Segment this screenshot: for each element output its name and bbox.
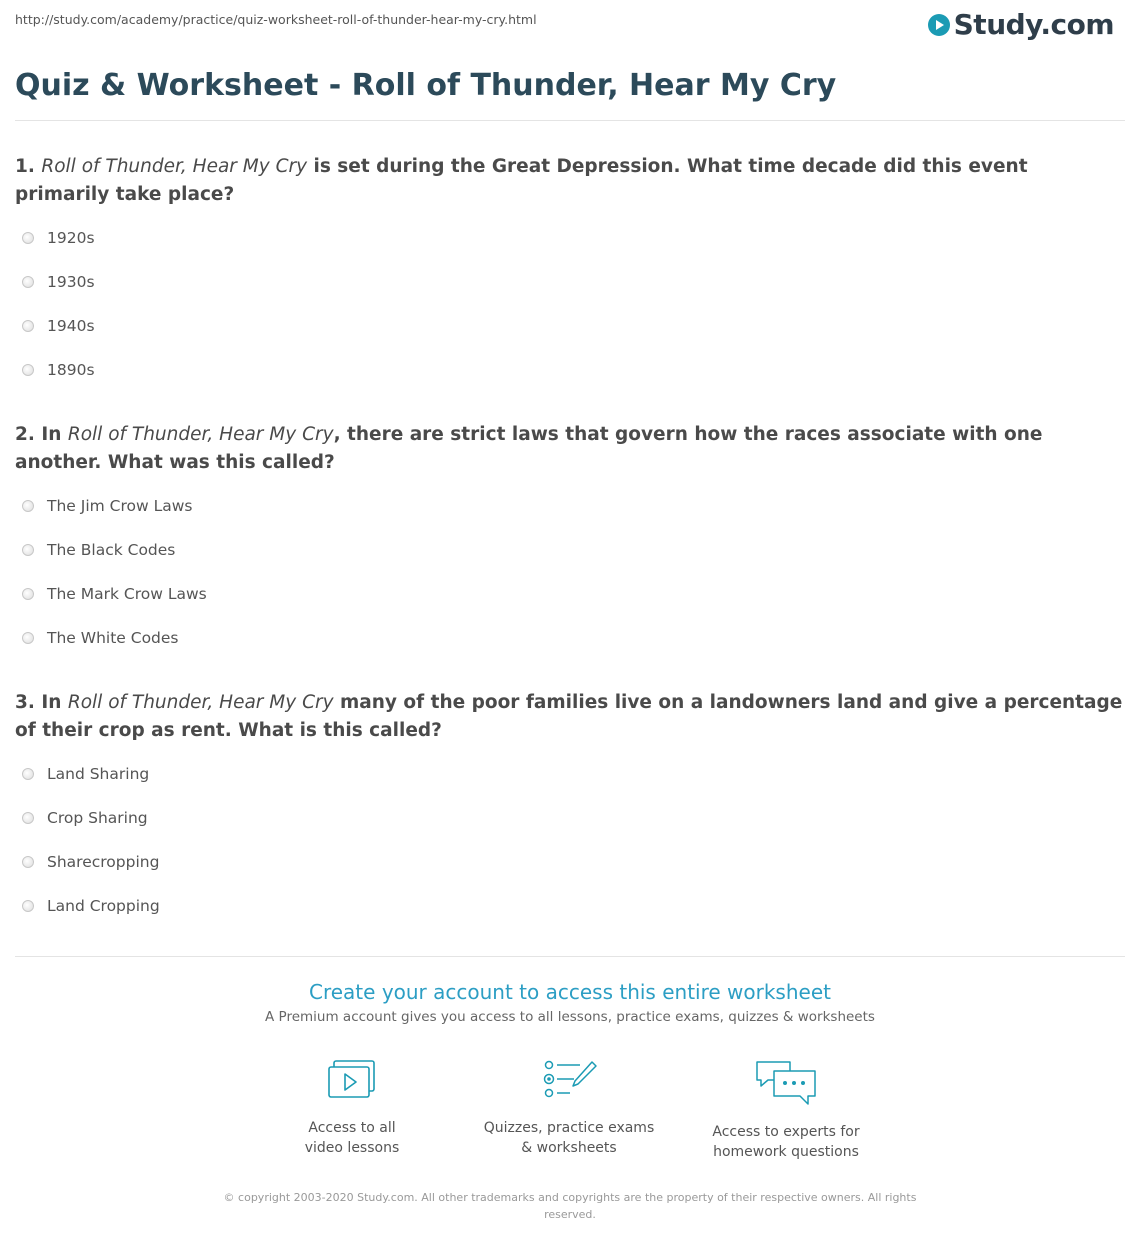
radio-button[interactable] [22,544,34,556]
book-title: Roll of Thunder, Hear My Cry [67,692,334,713]
question-number: 2. [15,424,35,445]
play-logo-icon [928,14,950,36]
question-text: is set during the Great Depression. What time decade did this event primarily take place? [15,156,1028,205]
answer-option[interactable] [22,807,148,829]
premium-description: A Premium account gives you access to all lessons, practice exams, quizzes & worksheets [265,1009,875,1025]
answer-option[interactable] [22,851,159,873]
study-logo[interactable] [928,8,1114,41]
question-prefix: In [41,692,68,713]
feature-line-1: Access to experts for [712,1124,860,1140]
title-divider [15,120,1125,121]
answer-option[interactable] [22,539,175,561]
feature-line-2: homework questions [713,1144,859,1160]
option-label: 1890s [47,361,95,379]
answer-option[interactable] [22,359,95,381]
feature-label [252,1118,452,1158]
radio-button[interactable] [22,588,34,600]
feature-line-1: Quizzes, practice exams [483,1120,655,1136]
radio-button[interactable] [22,812,34,824]
radio-button[interactable] [22,900,34,912]
radio-button[interactable] [22,768,34,780]
answer-option[interactable] [22,271,95,293]
logo-text: Study.com [953,8,1114,41]
question-number: 3. [15,692,35,713]
option-label: The Black Codes [47,541,176,559]
option-label: Land Sharing [47,765,150,783]
book-title: Roll of Thunder, Hear My Cry [67,424,334,445]
video-lessons-icon [326,1058,378,1104]
feature-line-2: & worksheets [521,1140,617,1156]
option-label: 1940s [47,317,95,335]
page-url: http://study.com/academy/practice/quiz-worksheet-roll-of-thunder-hear-my-cry.html [15,12,537,27]
radio-button[interactable] [22,632,34,644]
option-label: Land Cropping [47,897,160,915]
radio-button[interactable] [22,232,34,244]
question-text: many of the poor families live on a landowners land and give a percentage of their crop as rent. What is this called? [15,692,1123,741]
section-divider [15,956,1125,957]
radio-button[interactable] [22,276,34,288]
feature-label [469,1118,669,1158]
option-label: Crop Sharing [47,809,148,827]
question-text: , there are strict laws that govern how the races associate with one another. What was this called? [15,424,1043,473]
option-label: 1920s [47,229,95,247]
answer-option[interactable] [22,495,193,517]
question-2 [15,421,1125,477]
quiz-checklist-icon [540,1058,598,1104]
feature-line-1: Access to all [308,1120,396,1136]
page-title: Quiz & Worksheet - Roll of Thunder, Hear My Cry [15,68,837,103]
answer-option[interactable] [22,315,95,337]
radio-button[interactable] [22,364,34,376]
answer-option[interactable] [22,583,207,605]
radio-button[interactable] [22,500,34,512]
question-1 [15,153,1125,209]
book-title: Roll of Thunder, Hear My Cry [41,156,308,177]
chat-bubbles-icon [754,1058,818,1108]
feature-quizzes [469,1058,669,1158]
radio-button[interactable] [22,320,34,332]
option-label: The Mark Crow Laws [47,585,207,603]
option-label: 1930s [47,273,95,291]
question-3 [15,689,1125,745]
create-account-link[interactable]: Create your account to access this entire worksheet [309,980,831,1004]
feature-video-lessons [252,1058,452,1158]
radio-button[interactable] [22,856,34,868]
feature-label [686,1122,886,1162]
answer-option[interactable] [22,895,160,917]
feature-experts [686,1058,886,1162]
option-label: The Jim Crow Laws [47,497,193,515]
answer-option[interactable] [22,763,149,785]
copyright-notice: © copyright 2003-2020 Study.com. All other trademarks and copyrights are the property of their respective owners. All rights reserved. [223,1191,917,1221]
answer-option[interactable] [22,627,179,649]
answer-option[interactable] [22,227,95,249]
option-label: Sharecropping [47,853,160,871]
feature-line-2: video lessons [304,1140,400,1156]
question-number: 1. [15,156,35,177]
question-prefix: In [41,424,68,445]
option-label: The White Codes [47,629,179,647]
